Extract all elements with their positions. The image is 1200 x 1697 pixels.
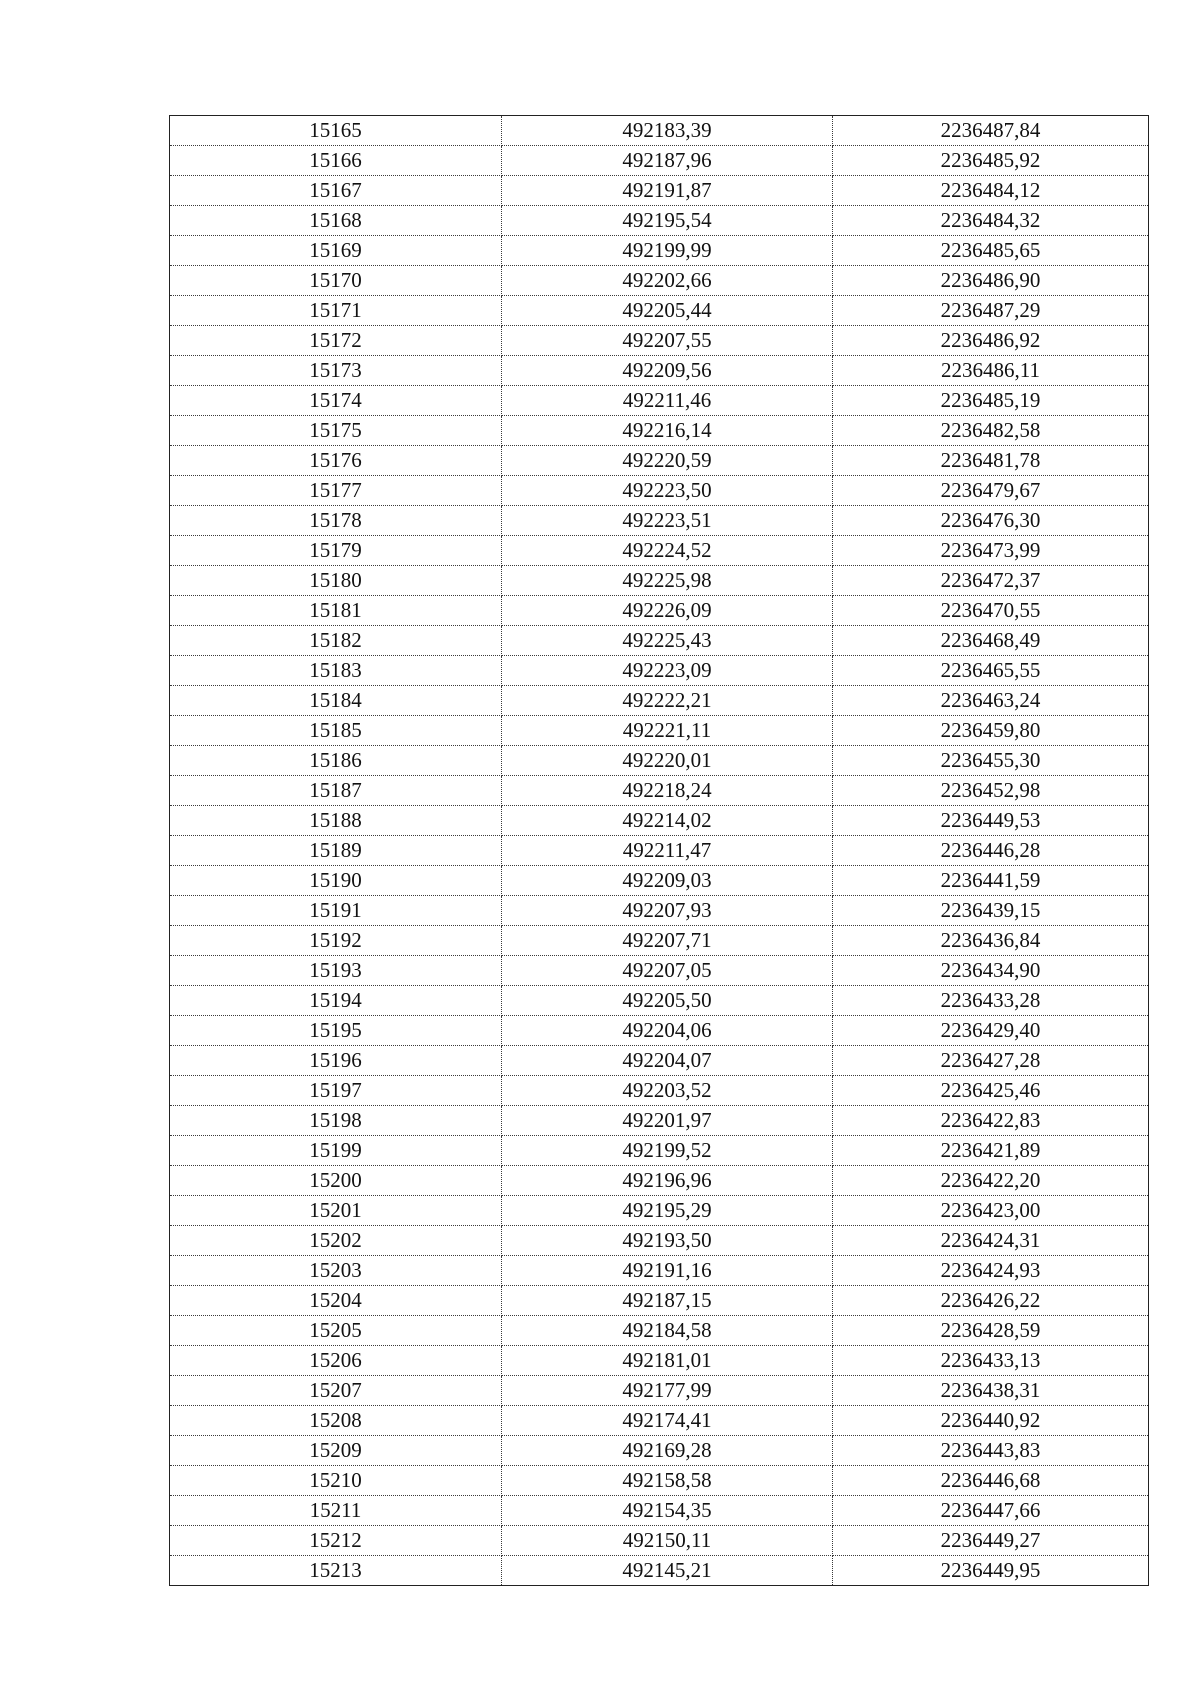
table-row [170,1256,1149,1286]
y-coordinate-cell: 2236468,49 [833,626,1149,656]
y-coordinate-cell: 2236476,30 [833,506,1149,536]
table-row [170,866,1149,896]
y-coordinate-cell: 2236425,46 [833,1076,1149,1106]
point-number-cell: 15197 [170,1076,502,1106]
y-coordinate-cell: 2236433,13 [833,1346,1149,1376]
point-number-cell: 15195 [170,1016,502,1046]
table-row [170,236,1149,266]
point-number-cell: 15185 [170,716,502,746]
x-coordinate-cell: 492224,52 [502,536,833,566]
table-row [170,206,1149,236]
point-number-cell: 15198 [170,1106,502,1136]
x-coordinate-cell: 492221,11 [502,716,833,746]
table-row [170,566,1149,596]
y-coordinate-cell: 2236424,93 [833,1256,1149,1286]
y-coordinate-cell: 2236472,37 [833,566,1149,596]
table-row [170,986,1149,1016]
x-coordinate-cell: 492184,58 [502,1316,833,1346]
table-row [170,536,1149,566]
table-row [170,1226,1149,1256]
point-number-cell: 15181 [170,596,502,626]
point-number-cell: 15208 [170,1406,502,1436]
x-coordinate-cell: 492191,16 [502,1256,833,1286]
x-coordinate-cell: 492209,03 [502,866,833,896]
table-row [170,1106,1149,1136]
point-number-cell: 15196 [170,1046,502,1076]
table-row [170,1346,1149,1376]
table-row [170,1286,1149,1316]
y-coordinate-cell: 2236427,28 [833,1046,1149,1076]
point-number-cell: 15174 [170,386,502,416]
point-number-cell: 15169 [170,236,502,266]
x-coordinate-cell: 492187,15 [502,1286,833,1316]
coordinates-table [169,115,1149,1586]
x-coordinate-cell: 492195,54 [502,206,833,236]
y-coordinate-cell: 2236422,83 [833,1106,1149,1136]
y-coordinate-cell: 2236486,11 [833,356,1149,386]
x-coordinate-cell: 492196,96 [502,1166,833,1196]
table-row [170,716,1149,746]
table-row [170,1136,1149,1166]
x-coordinate-cell: 492201,97 [502,1106,833,1136]
table-row [170,836,1149,866]
x-coordinate-cell: 492225,98 [502,566,833,596]
y-coordinate-cell: 2236465,55 [833,656,1149,686]
table-row [170,656,1149,686]
y-coordinate-cell: 2236484,12 [833,176,1149,206]
x-coordinate-cell: 492202,66 [502,266,833,296]
point-number-cell: 15203 [170,1256,502,1286]
point-number-cell: 15193 [170,956,502,986]
point-number-cell: 15201 [170,1196,502,1226]
y-coordinate-cell: 2236487,29 [833,296,1149,326]
y-coordinate-cell: 2236440,92 [833,1406,1149,1436]
x-coordinate-cell: 492181,01 [502,1346,833,1376]
y-coordinate-cell: 2236479,67 [833,476,1149,506]
x-coordinate-cell: 492223,50 [502,476,833,506]
y-coordinate-cell: 2236487,84 [833,116,1149,146]
y-coordinate-cell: 2236449,53 [833,806,1149,836]
point-number-cell: 15176 [170,446,502,476]
y-coordinate-cell: 2236449,27 [833,1526,1149,1556]
y-coordinate-cell: 2236452,98 [833,776,1149,806]
x-coordinate-cell: 492199,99 [502,236,833,266]
point-number-cell: 15173 [170,356,502,386]
point-number-cell: 15180 [170,566,502,596]
x-coordinate-cell: 492211,47 [502,836,833,866]
y-coordinate-cell: 2236485,65 [833,236,1149,266]
point-number-cell: 15186 [170,746,502,776]
y-coordinate-cell: 2236463,24 [833,686,1149,716]
table-row [170,116,1149,146]
x-coordinate-cell: 492225,43 [502,626,833,656]
y-coordinate-cell: 2236426,22 [833,1286,1149,1316]
table-row [170,296,1149,326]
point-number-cell: 15194 [170,986,502,1016]
x-coordinate-cell: 492223,51 [502,506,833,536]
y-coordinate-cell: 2236421,89 [833,1136,1149,1166]
table-row [170,1196,1149,1226]
table-row [170,1496,1149,1526]
point-number-cell: 15191 [170,896,502,926]
y-coordinate-cell: 2236439,15 [833,896,1149,926]
point-number-cell: 15206 [170,1346,502,1376]
point-number-cell: 15168 [170,206,502,236]
table-row [170,776,1149,806]
y-coordinate-cell: 2236481,78 [833,446,1149,476]
point-number-cell: 15210 [170,1466,502,1496]
y-coordinate-cell: 2236482,58 [833,416,1149,446]
y-coordinate-cell: 2236428,59 [833,1316,1149,1346]
table-row [170,956,1149,986]
point-number-cell: 15207 [170,1376,502,1406]
table-row [170,926,1149,956]
y-coordinate-cell: 2236446,28 [833,836,1149,866]
point-number-cell: 15166 [170,146,502,176]
y-coordinate-cell: 2236455,30 [833,746,1149,776]
table-row [170,1526,1149,1556]
x-coordinate-cell: 492174,41 [502,1406,833,1436]
table-row [170,1166,1149,1196]
point-number-cell: 15182 [170,626,502,656]
x-coordinate-cell: 492216,14 [502,416,833,446]
table-row [170,1076,1149,1106]
x-coordinate-cell: 492205,44 [502,296,833,326]
point-number-cell: 15167 [170,176,502,206]
x-coordinate-cell: 492199,52 [502,1136,833,1166]
y-coordinate-cell: 2236436,84 [833,926,1149,956]
table-row [170,686,1149,716]
y-coordinate-cell: 2236422,20 [833,1166,1149,1196]
x-coordinate-cell: 492226,09 [502,596,833,626]
point-number-cell: 15187 [170,776,502,806]
x-coordinate-cell: 492203,52 [502,1076,833,1106]
point-number-cell: 15177 [170,476,502,506]
point-number-cell: 15204 [170,1286,502,1316]
x-coordinate-cell: 492183,39 [502,116,833,146]
table-row [170,266,1149,296]
table-row [170,1316,1149,1346]
table-row [170,896,1149,926]
y-coordinate-cell: 2236447,66 [833,1496,1149,1526]
table-row [170,1556,1149,1586]
y-coordinate-cell: 2236485,92 [833,146,1149,176]
point-number-cell: 15211 [170,1496,502,1526]
y-coordinate-cell: 2236484,32 [833,206,1149,236]
point-number-cell: 15188 [170,806,502,836]
y-coordinate-cell: 2236449,95 [833,1556,1149,1586]
table-row [170,1016,1149,1046]
x-coordinate-cell: 492223,09 [502,656,833,686]
point-number-cell: 15213 [170,1556,502,1586]
point-number-cell: 15189 [170,836,502,866]
y-coordinate-cell: 2236473,99 [833,536,1149,566]
x-coordinate-cell: 492207,05 [502,956,833,986]
y-coordinate-cell: 2236424,31 [833,1226,1149,1256]
x-coordinate-cell: 492177,99 [502,1376,833,1406]
x-coordinate-cell: 492150,11 [502,1526,833,1556]
table-row [170,1436,1149,1466]
table-row [170,356,1149,386]
x-coordinate-cell: 492154,35 [502,1496,833,1526]
x-coordinate-cell: 492204,06 [502,1016,833,1046]
x-coordinate-cell: 492187,96 [502,146,833,176]
point-number-cell: 15199 [170,1136,502,1166]
point-number-cell: 15212 [170,1526,502,1556]
x-coordinate-cell: 492205,50 [502,986,833,1016]
y-coordinate-cell: 2236441,59 [833,866,1149,896]
y-coordinate-cell: 2236438,31 [833,1376,1149,1406]
x-coordinate-cell: 492158,58 [502,1466,833,1496]
table-row [170,386,1149,416]
point-number-cell: 15172 [170,326,502,356]
table-row [170,506,1149,536]
x-coordinate-cell: 492211,46 [502,386,833,416]
table-row [170,626,1149,656]
table-row [170,146,1149,176]
point-number-cell: 15209 [170,1436,502,1466]
table-row [170,1466,1149,1496]
point-number-cell: 15202 [170,1226,502,1256]
x-coordinate-cell: 492207,71 [502,926,833,956]
x-coordinate-cell: 492209,56 [502,356,833,386]
point-number-cell: 15179 [170,536,502,566]
y-coordinate-cell: 2236446,68 [833,1466,1149,1496]
x-coordinate-cell: 492204,07 [502,1046,833,1076]
x-coordinate-cell: 492222,21 [502,686,833,716]
table-row [170,806,1149,836]
x-coordinate-cell: 492195,29 [502,1196,833,1226]
point-number-cell: 15183 [170,656,502,686]
table-row [170,1046,1149,1076]
x-coordinate-cell: 492207,93 [502,896,833,926]
x-coordinate-cell: 492220,59 [502,446,833,476]
coordinates-table-body [170,116,1149,1586]
table-row [170,326,1149,356]
y-coordinate-cell: 2236429,40 [833,1016,1149,1046]
table-row [170,446,1149,476]
y-coordinate-cell: 2236459,80 [833,716,1149,746]
point-number-cell: 15184 [170,686,502,716]
point-number-cell: 15192 [170,926,502,956]
table-row [170,1406,1149,1436]
table-row [170,476,1149,506]
point-number-cell: 15200 [170,1166,502,1196]
y-coordinate-cell: 2236485,19 [833,386,1149,416]
y-coordinate-cell: 2236423,00 [833,1196,1149,1226]
x-coordinate-cell: 492220,01 [502,746,833,776]
x-coordinate-cell: 492214,02 [502,806,833,836]
table-row [170,1376,1149,1406]
point-number-cell: 15178 [170,506,502,536]
point-number-cell: 15171 [170,296,502,326]
y-coordinate-cell: 2236486,92 [833,326,1149,356]
x-coordinate-cell: 492169,28 [502,1436,833,1466]
point-number-cell: 15165 [170,116,502,146]
x-coordinate-cell: 492145,21 [502,1556,833,1586]
table-row [170,176,1149,206]
table-row [170,416,1149,446]
x-coordinate-cell: 492207,55 [502,326,833,356]
point-number-cell: 15190 [170,866,502,896]
x-coordinate-cell: 492193,50 [502,1226,833,1256]
y-coordinate-cell: 2236434,90 [833,956,1149,986]
y-coordinate-cell: 2236433,28 [833,986,1149,1016]
point-number-cell: 15175 [170,416,502,446]
x-coordinate-cell: 492191,87 [502,176,833,206]
y-coordinate-cell: 2236470,55 [833,596,1149,626]
table-row [170,596,1149,626]
x-coordinate-cell: 492218,24 [502,776,833,806]
table-row [170,746,1149,776]
y-coordinate-cell: 2236486,90 [833,266,1149,296]
point-number-cell: 15205 [170,1316,502,1346]
point-number-cell: 15170 [170,266,502,296]
y-coordinate-cell: 2236443,83 [833,1436,1149,1466]
